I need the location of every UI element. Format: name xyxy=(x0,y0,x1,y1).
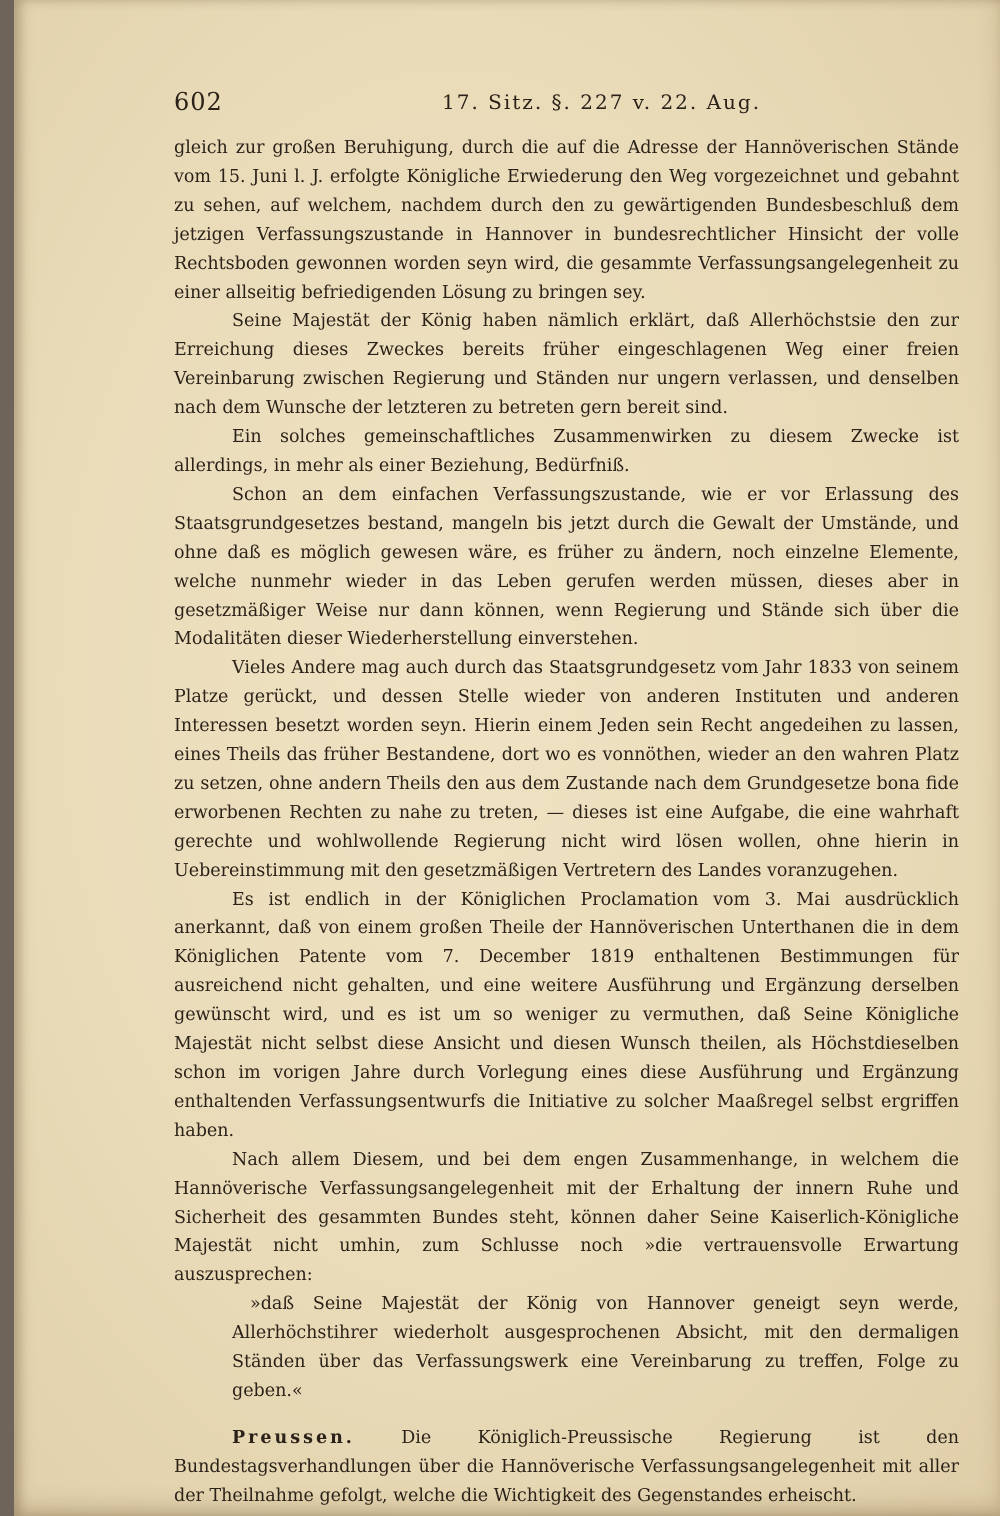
book-page xyxy=(14,0,1000,1516)
quoted-expectation: »daß Seine Majestät der König von Hannover geneigt seyn werde, Allerhöchstihrer wiederholt ausgesprochenen Absicht, mit den dermaligen Ständen über das Verfassungswerk eine Vereinbarung zu treffen, Folge zu geben.« xyxy=(232,1294,959,1401)
running-head: 17. Sitz. §. 227 v. 22. Aug. xyxy=(442,90,762,114)
paragraph-2: Seine Majestät der König haben nämlich erklärt, daß Allerhöchstsie den zur Erreichung dieses Zweckes bereits früher eingeschlagenen Weg einer freien Vereinbarung zwischen Regierung und Ständen nur ungern verlassen, und denselben nach dem Wunsche der letzteren zu betreten gern bereit sind. xyxy=(174,311,959,419)
section-preussen xyxy=(174,1424,959,1511)
paragraph-6: Es ist endlich in der Königlichen Proclamation vom 3. Mai ausdrücklich anerkannt, daß von einem großen Theile der Hannöverischen Unterthanen die in dem Königlichen Patente vom 7. December 1819 enthaltenen Bestimmungen für ausreichend nicht gehalten, und eine weitere Ausführung und Ergänzung derselben gewünscht wird, und es ist um so weniger zu vermuthen, daß Seine Königliche Majestät nicht selbst diese Ansicht und diesen Wunsch theilen, als Höchstdieselben schon im vorigen Jahre durch Vorlegung eines diese Ausführung und Ergänzung enthaltenden Verfassungsentwurfs die Initiative zu solcher Maaßregel selbst ergriffen haben. xyxy=(174,889,959,1141)
body-text xyxy=(174,134,959,1511)
page-header xyxy=(174,88,762,124)
paragraph-3: Ein solches gemeinschaftliches Zusammenwirken zu diesem Zwecke ist allerdings, in mehr als einer Beziehung, Bedürfniß. xyxy=(174,427,959,476)
section-heading: Preussen. xyxy=(232,1427,355,1448)
section-text: Die Königlich-Preussische Regierung ist den Bundestagsverhandlungen über die Hannöverische Verfassungsangelegenheit mit aller der Theilnahme gefolgt, welche die Wichtigkeit des Gegenstandes erheischt. xyxy=(174,1427,959,1506)
paragraph-5: Vieles Andere mag auch durch das Staatsgrundgesetz vom Jahr 1833 von seinem Platze gerückt, und dessen Stelle wieder von anderen Instituten und anderen Interessen besetzt worden seyn. Hierin einem Jeden sein Recht angedeihen zu lassen, eines Theils das früher Bestandene, dort wo es vonnöthen, wieder an den wahren Platz zu setzen, ohne andern Theils den aus dem Zustande nach dem Grundgesetze bona fide erworbenen Rechten zu nahe zu treten, — dieses ist eine Aufgabe, die eine wahrhaft gerechte und wohlwollende Regierung nicht wird lösen wollen, ohne hierin in Uebereinstimmung mit den gesetzmäßigen Vertretern des Landes voranzugehen. xyxy=(174,658,959,881)
paragraph-7: Nach allem Diesem, und bei dem engen Zusammenhange, in welchem die Hannöverische Verfassungsangelegenheit mit der Erhaltung der innern Ruhe und Sicherheit des gesammten Bundes steht, können daher Seine Kaiserlich-Königliche Majestät nicht umhin, zum Schlusse noch »die vertrauensvolle Erwartung auszusprechen: xyxy=(174,1149,959,1286)
paragraph-4: Schon an dem einfachen Verfassungszustande, wie er vor Erlassung des Staatsgrundgesetzes bestand, mangeln bis jetzt durch die Gewalt der Umstände, und ohne daß es möglich gewesen wäre, es früher zu ändern, noch einzelne Elemente, welche nunmehr wieder in das Leben gerufen werden müssen, dieses aber in gesetzmäßiger Weise nur dann können, wenn Regierung und Stände sich über die Modalitäten dieser Wiederherstellung einverstehen. xyxy=(174,484,959,650)
page-number: 602 xyxy=(174,88,223,116)
paragraph-1: gleich zur großen Beruhigung, durch die auf die Adresse der Hannöverischen Stände vom 15. Juni l. J. erfolgte Königliche Erwiederung den Weg vorgezeichnet und gebahnt zu sehen, auf welchem, nachdem durch den zu gewärtigenden Bundesbeschluß dem jetzigen Verfassungszustande in Hannover in bundesrechtlicher Hinsicht der volle Rechtsboden gewonnen worden seyn wird, die gesammte Verfassungsangelegenheit zu einer allseitig befriedigenden Lösung zu bringen sey. xyxy=(174,138,959,303)
